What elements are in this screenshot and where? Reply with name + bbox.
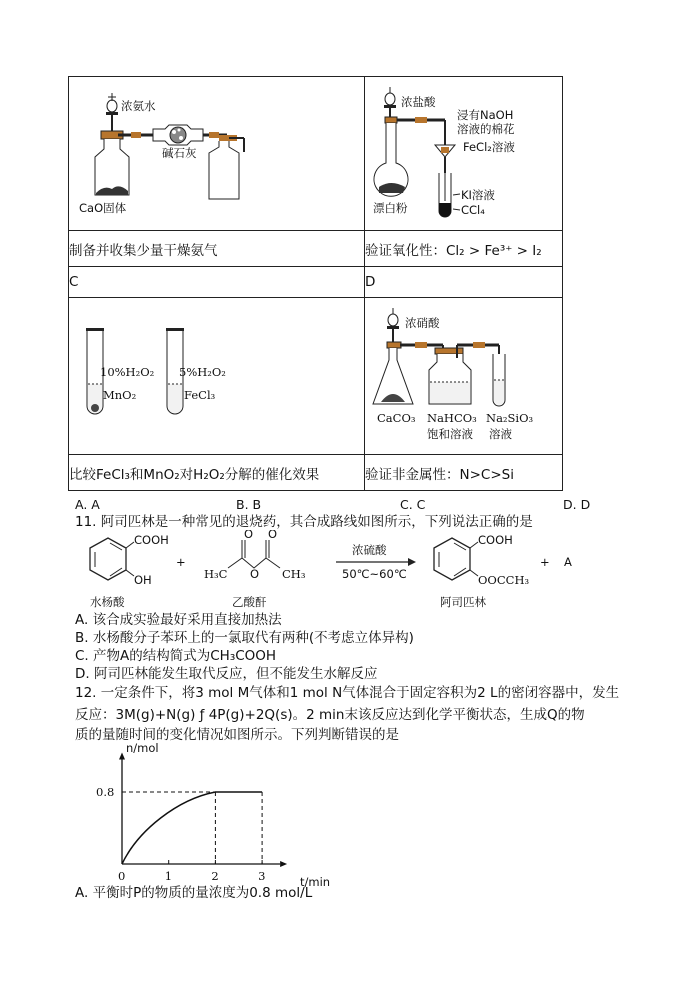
- cell-c-caption: 比较FeCl₃和MnO₂对H₂O₂分解的催化效果: [69, 455, 365, 491]
- label-cooh: COOH: [134, 533, 169, 547]
- plus-sign-2: +: [540, 555, 550, 569]
- label-ki: KI溶液: [461, 188, 495, 202]
- label-nahco3: NaHCO₃: [427, 411, 477, 425]
- apparatus-c: [69, 298, 364, 450]
- q11-stem: 11. 阿司匹林是一种常见的退烧药，其合成路线如图所示，下列说法正确的是: [75, 514, 533, 530]
- label-cotton-2: 溶液的棉花: [457, 122, 515, 136]
- q12-line-1: 12. 一定条件下，将3 mol M气体和1 mol N气体混合于固定容积为2 L的密闭容器中，发生: [75, 685, 620, 701]
- label-mno2: MnO₂: [103, 388, 137, 402]
- label-bleach: 漂白粉: [373, 201, 408, 215]
- x-tick-label: 2: [211, 869, 219, 883]
- y-axis-arrow: [119, 753, 125, 760]
- cell-b-diagram: [365, 77, 563, 231]
- cell-d-caption: 验证非金属性：N>C>Si: [365, 455, 563, 491]
- label-aspirin: 阿司匹林: [440, 595, 486, 609]
- label-cotton-1: 浸有NaOH: [457, 108, 514, 122]
- cell-d-diagram: [365, 298, 563, 455]
- plus-sign-1: +: [176, 555, 186, 569]
- apparatus-d: [365, 298, 562, 450]
- apparatus-b: [365, 77, 562, 226]
- label-h2o2-5: 5%H₂O₂: [179, 365, 226, 379]
- q11-option-a: A. 该合成实验最好采用直接加热法: [75, 612, 282, 628]
- y-tick-label: 0.8: [96, 785, 115, 799]
- x-tick-label: 0: [118, 869, 126, 883]
- label-na2sio3: Na₂SiO₃: [486, 411, 534, 425]
- q10-option-a: A. A: [75, 497, 100, 512]
- label-cooh-2: COOH: [478, 533, 513, 547]
- q12-line-2: 反应：3M(g)+N(g) ƒ 4P(g)+2Q(s)。2 min末该反应达到化学平衡状态，生成Q的物: [75, 707, 585, 723]
- label-fecl3: FeCl₃: [184, 388, 216, 402]
- chart-ylabel: n/mol: [126, 741, 159, 755]
- reaction-scheme: [68, 530, 628, 612]
- cell-c-diagram: [69, 298, 365, 455]
- experiment-table: [68, 76, 563, 491]
- x-tick-label: 3: [258, 869, 266, 883]
- label-ccl4: CCl₄: [461, 203, 485, 217]
- chart-xlabel: t/min: [300, 875, 331, 889]
- cell-d-letter: D: [365, 267, 563, 298]
- label-product-a: A: [564, 555, 572, 569]
- q12-option-a: A. 平衡时P的物质的量浓度为0.8 mol/L: [75, 885, 313, 901]
- q12-line-3: 质的量随时间的变化情况如图所示。下列判断错误的是: [75, 727, 399, 743]
- q11-option-d: D. 阿司匹林能发生取代反应，但不能发生水解反应: [75, 666, 378, 682]
- label-nahco3-b: 饱和溶液: [427, 427, 473, 441]
- svg-text:O: O: [250, 567, 260, 581]
- series-line-q: [122, 792, 262, 864]
- label-h3c: H₃C: [204, 567, 228, 581]
- label-fecl2: FeCl₂溶液: [463, 140, 515, 154]
- q10-option-d: D. D: [563, 497, 591, 512]
- label-hno3: 浓硝酸: [405, 316, 440, 330]
- label-oh: OH: [134, 573, 152, 587]
- label-salicylic-acid: 水杨酸: [90, 595, 125, 609]
- label-temperature: 50℃~60℃: [342, 567, 407, 581]
- label-cao: CaO固体: [79, 201, 127, 215]
- label-reagent: 浓硫酸: [352, 543, 387, 557]
- svg-text:O: O: [268, 530, 278, 541]
- q10-option-b: B. B: [236, 497, 262, 512]
- cell-a-diagram: [69, 77, 365, 231]
- q11-option-b: B. 水杨酸分子苯环上的一氯取代有两种(不考虑立体异构): [75, 630, 414, 646]
- x-tick-label: 1: [164, 869, 173, 883]
- label-ammonia: 浓氨水: [121, 99, 156, 113]
- svg-text:O: O: [244, 530, 254, 541]
- label-ester: OOCCH₃: [478, 573, 530, 587]
- label-h2o2-10: 10%H₂O₂: [100, 365, 155, 379]
- cell-b-caption: 验证氧化性：Cl₂ > Fe³⁺ > I₂: [365, 231, 563, 267]
- x-axis-arrow: [280, 861, 287, 867]
- q12-chart: [80, 740, 350, 890]
- label-soda-lime: 碱石灰: [162, 146, 197, 160]
- label-anhydride: 乙酸酐: [232, 595, 267, 609]
- apparatus-a: [69, 77, 364, 226]
- q10-option-c: C. C: [400, 497, 426, 512]
- cell-c-letter: C: [69, 267, 365, 298]
- label-na2sio3-b: 溶液: [489, 427, 512, 441]
- q11-option-c: C. 产物A的结构简式为CH₃COOH: [75, 648, 277, 664]
- label-caco3: CaCO₃: [377, 411, 416, 425]
- label-ch3: CH₃: [282, 567, 306, 581]
- label-hcl: 浓盐酸: [401, 95, 436, 109]
- cell-a-caption: 制备并收集少量干燥氨气: [69, 231, 365, 267]
